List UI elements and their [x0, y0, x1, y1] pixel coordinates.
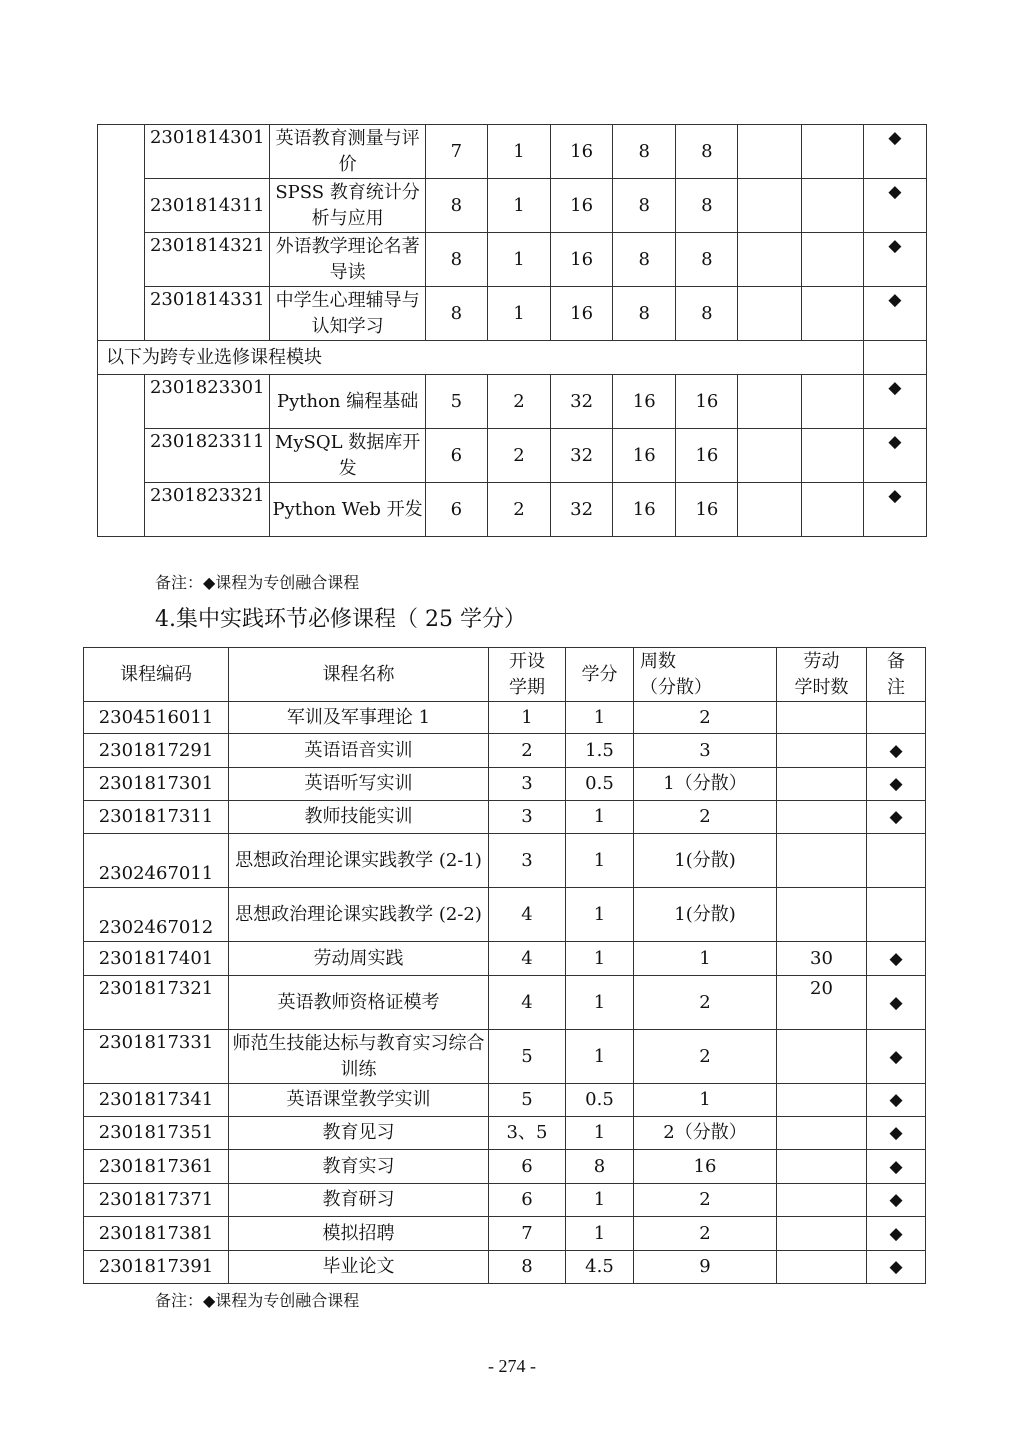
course-code: 2301823311	[145, 429, 270, 483]
credit: 1.5	[566, 734, 634, 768]
practice-hours: 16	[676, 375, 738, 429]
course-code: 2302467011	[84, 834, 229, 888]
empty-cell	[738, 429, 801, 483]
table-row	[98, 179, 927, 233]
course-code: 2301817381	[84, 1217, 229, 1251]
semester: 3	[489, 834, 566, 888]
diamond-icon: ◆	[867, 1117, 926, 1150]
table-row	[98, 375, 927, 429]
page-number: - 274 -	[488, 1356, 536, 1376]
credit: 0.5	[566, 1084, 634, 1117]
weeks: 1(分散)	[634, 834, 777, 888]
course-name: 教育实习	[229, 1150, 489, 1184]
semester: 1	[489, 702, 566, 734]
header-row	[84, 648, 926, 702]
weeks: 2	[634, 976, 777, 1030]
labor-hours	[777, 768, 867, 801]
table-row	[84, 1184, 926, 1217]
diamond-icon: ◆	[863, 429, 926, 483]
semester: 5	[489, 1084, 566, 1117]
course-code: 2301817361	[84, 1150, 229, 1184]
credit: 1	[566, 1030, 634, 1084]
table-row	[84, 1217, 926, 1251]
semester: 6	[489, 1184, 566, 1217]
semester: 3	[489, 801, 566, 834]
weeks: 2（分散）	[634, 1117, 777, 1150]
diamond-icon: ◆	[867, 1217, 926, 1251]
course-code: 2301817321	[84, 976, 229, 1030]
semester: 2	[489, 734, 566, 768]
table-row	[84, 1084, 926, 1117]
course-code: 2301817291	[84, 734, 229, 768]
labor-hours	[777, 1084, 867, 1117]
course-name: 教育见习	[229, 1117, 489, 1150]
labor-hours	[777, 801, 867, 834]
credit: 1	[487, 125, 550, 179]
labor-hours	[777, 834, 867, 888]
theory-hours: 16	[613, 429, 676, 483]
credit: 4.5	[566, 1251, 634, 1284]
course-name: 英语教育测量与评价	[270, 125, 425, 179]
practice-hours: 8	[676, 179, 738, 233]
course-code: 2301817401	[84, 942, 229, 976]
semester: 7	[425, 125, 487, 179]
header-code: 课程编码	[84, 648, 229, 702]
diamond-icon: ◆	[867, 1150, 926, 1184]
table-note: 备注：◆课程为专创融合课程	[155, 573, 360, 592]
total-hours: 16	[551, 125, 613, 179]
header-labor: 劳动 学时数	[777, 648, 867, 702]
course-code: 2301817301	[84, 768, 229, 801]
table-note: 备注：◆课程为专创融合课程	[155, 1291, 360, 1310]
header-credit: 学分	[566, 648, 634, 702]
credit: 1	[566, 1117, 634, 1150]
labor-hours: 30	[777, 942, 867, 976]
course-name: 英语语音实训	[229, 734, 489, 768]
course-name: 教师技能实训	[229, 801, 489, 834]
semester: 8	[489, 1251, 566, 1284]
weeks: 1	[634, 942, 777, 976]
header-name: 课程名称	[229, 648, 489, 702]
semester: 4	[489, 888, 566, 942]
semester: 5	[489, 1030, 566, 1084]
total-hours: 32	[551, 483, 613, 537]
course-code: 2301817311	[84, 801, 229, 834]
labor-hours	[777, 1030, 867, 1084]
weeks: 2	[634, 801, 777, 834]
diamond-icon	[867, 702, 926, 734]
empty-cell	[801, 287, 863, 341]
empty-cell	[738, 287, 801, 341]
module-cell	[98, 375, 145, 537]
empty-cell	[738, 483, 801, 537]
empty-cell	[801, 483, 863, 537]
table-row	[84, 1251, 926, 1284]
course-code: 2302467012	[84, 888, 229, 942]
course-name: 思想政治理论课实践教学 (2-2)	[229, 888, 489, 942]
theory-hours: 16	[613, 375, 676, 429]
labor-hours	[777, 1184, 867, 1217]
credit: 2	[487, 483, 550, 537]
course-code: 2301817351	[84, 1117, 229, 1150]
practice-hours: 8	[676, 125, 738, 179]
credit: 1	[566, 1184, 634, 1217]
course-name: 教育研习	[229, 1184, 489, 1217]
empty-cell	[863, 341, 926, 375]
table-row	[84, 1117, 926, 1150]
weeks: 2	[634, 1217, 777, 1251]
diamond-icon: ◆	[867, 1084, 926, 1117]
course-code: 2301814301	[145, 125, 270, 179]
course-name: 劳动周实践	[229, 942, 489, 976]
diamond-icon: ◆	[863, 483, 926, 537]
course-name: MySQL 数据库开发	[270, 429, 425, 483]
course-code: 2301823301	[145, 375, 270, 429]
labor-hours	[777, 1117, 867, 1150]
course-name: 军训及军事理论 1	[229, 702, 489, 734]
empty-cell	[738, 179, 801, 233]
empty-cell	[738, 233, 801, 287]
course-name: 思想政治理论课实践教学 (2-1)	[229, 834, 489, 888]
course-name: 毕业论文	[229, 1251, 489, 1284]
header-remark: 备 注	[867, 648, 926, 702]
semester: 7	[489, 1217, 566, 1251]
credit: 1	[566, 702, 634, 734]
table-row	[98, 429, 927, 483]
course-code: 2301814331	[145, 287, 270, 341]
table-row	[84, 888, 926, 942]
course-code: 2301817391	[84, 1251, 229, 1284]
theory-hours: 8	[613, 125, 676, 179]
diamond-icon	[867, 834, 926, 888]
credit: 8	[566, 1150, 634, 1184]
semester: 5	[425, 375, 487, 429]
course-name: Python 编程基础	[270, 375, 425, 429]
diamond-icon: ◆	[867, 801, 926, 834]
semester: 8	[425, 287, 487, 341]
course-name: SPSS 教育统计分析与应用	[270, 179, 425, 233]
total-hours: 16	[551, 287, 613, 341]
credit: 1	[566, 976, 634, 1030]
diamond-icon: ◆	[863, 179, 926, 233]
total-hours: 32	[551, 375, 613, 429]
credit: 2	[487, 429, 550, 483]
weeks: 2	[634, 1184, 777, 1217]
semester: 8	[425, 179, 487, 233]
empty-cell	[801, 179, 863, 233]
course-name: 模拟招聘	[229, 1217, 489, 1251]
practice-course-table	[83, 647, 926, 1284]
credit: 0.5	[566, 768, 634, 801]
diamond-icon: ◆	[863, 287, 926, 341]
empty-cell	[801, 375, 863, 429]
course-name: 英语课堂教学实训	[229, 1084, 489, 1117]
table-row	[98, 233, 927, 287]
labor-hours	[777, 702, 867, 734]
empty-cell	[801, 233, 863, 287]
weeks: 16	[634, 1150, 777, 1184]
table-row	[98, 483, 927, 537]
theory-hours: 8	[613, 179, 676, 233]
credit: 2	[487, 375, 550, 429]
practice-hours: 8	[676, 287, 738, 341]
table-row	[84, 942, 926, 976]
course-code: 2301817371	[84, 1184, 229, 1217]
credit: 1	[487, 287, 550, 341]
course-code: 2301817331	[84, 1030, 229, 1084]
diamond-icon: ◆	[867, 1030, 926, 1084]
semester: 6	[425, 483, 487, 537]
empty-cell	[801, 429, 863, 483]
diamond-icon: ◆	[863, 125, 926, 179]
table-row	[98, 125, 927, 179]
theory-hours: 8	[613, 287, 676, 341]
module-row	[98, 341, 927, 375]
header-semester: 开设 学期	[489, 648, 566, 702]
header-weeks: 周数 （分散）	[634, 648, 777, 702]
total-hours: 16	[551, 179, 613, 233]
credit: 1	[566, 942, 634, 976]
credit: 1	[566, 834, 634, 888]
total-hours: 16	[551, 233, 613, 287]
course-name: 外语教学理论名著导读	[270, 233, 425, 287]
semester: 6	[425, 429, 487, 483]
labor-hours: 20	[777, 976, 867, 1030]
weeks: 1(分散)	[634, 888, 777, 942]
credit: 1	[487, 233, 550, 287]
theory-hours: 8	[613, 233, 676, 287]
module-label: 以下为跨专业选修课程模块	[98, 341, 864, 375]
semester: 3	[489, 768, 566, 801]
section-title: 4.集中实践环节必修课程（ 25 学分）	[155, 607, 526, 632]
credit: 1	[566, 1217, 634, 1251]
labor-hours	[777, 1217, 867, 1251]
credit: 1	[566, 888, 634, 942]
semester: 4	[489, 942, 566, 976]
table-row	[84, 976, 926, 1030]
diamond-icon: ◆	[863, 375, 926, 429]
diamond-icon	[867, 888, 926, 942]
course-name: 英语教师资格证模考	[229, 976, 489, 1030]
course-code: 2304516011	[84, 702, 229, 734]
semester: 6	[489, 1150, 566, 1184]
semester: 4	[489, 976, 566, 1030]
course-code: 2301823321	[145, 483, 270, 537]
course-code: 2301814311	[145, 179, 270, 233]
course-name: 师范生技能达标与教育实习综合训练	[229, 1030, 489, 1084]
diamond-icon: ◆	[863, 233, 926, 287]
course-name: Python Web 开发	[270, 483, 425, 537]
elective-course-table	[97, 124, 927, 537]
table-row	[84, 734, 926, 768]
labor-hours	[777, 888, 867, 942]
practice-hours: 16	[676, 483, 738, 537]
table-row	[84, 1030, 926, 1084]
diamond-icon: ◆	[867, 768, 926, 801]
table-row	[84, 702, 926, 734]
weeks: 2	[634, 1030, 777, 1084]
course-name: 中学生心理辅导与认知学习	[270, 287, 425, 341]
empty-cell	[801, 125, 863, 179]
labor-hours	[777, 1251, 867, 1284]
course-name: 英语听写实训	[229, 768, 489, 801]
table-row	[84, 801, 926, 834]
weeks: 2	[634, 702, 777, 734]
diamond-icon: ◆	[867, 1251, 926, 1284]
table-row	[84, 768, 926, 801]
weeks: 1	[634, 1084, 777, 1117]
credit: 1	[487, 179, 550, 233]
practice-hours: 16	[676, 429, 738, 483]
module-cell	[98, 125, 145, 341]
table-row	[98, 287, 927, 341]
table-row	[84, 834, 926, 888]
diamond-icon: ◆	[867, 1184, 926, 1217]
diamond-icon: ◆	[867, 976, 926, 1030]
credit: 1	[566, 801, 634, 834]
weeks: 3	[634, 734, 777, 768]
table-row	[84, 1150, 926, 1184]
diamond-icon: ◆	[867, 734, 926, 768]
diamond-icon: ◆	[867, 942, 926, 976]
total-hours: 32	[551, 429, 613, 483]
labor-hours	[777, 1150, 867, 1184]
empty-cell	[738, 125, 801, 179]
course-code: 2301814321	[145, 233, 270, 287]
theory-hours: 16	[613, 483, 676, 537]
weeks: 9	[634, 1251, 777, 1284]
empty-cell	[738, 375, 801, 429]
weeks: 1（分散）	[634, 768, 777, 801]
practice-hours: 8	[676, 233, 738, 287]
labor-hours	[777, 734, 867, 768]
course-code: 2301817341	[84, 1084, 229, 1117]
semester: 3、5	[489, 1117, 566, 1150]
semester: 8	[425, 233, 487, 287]
